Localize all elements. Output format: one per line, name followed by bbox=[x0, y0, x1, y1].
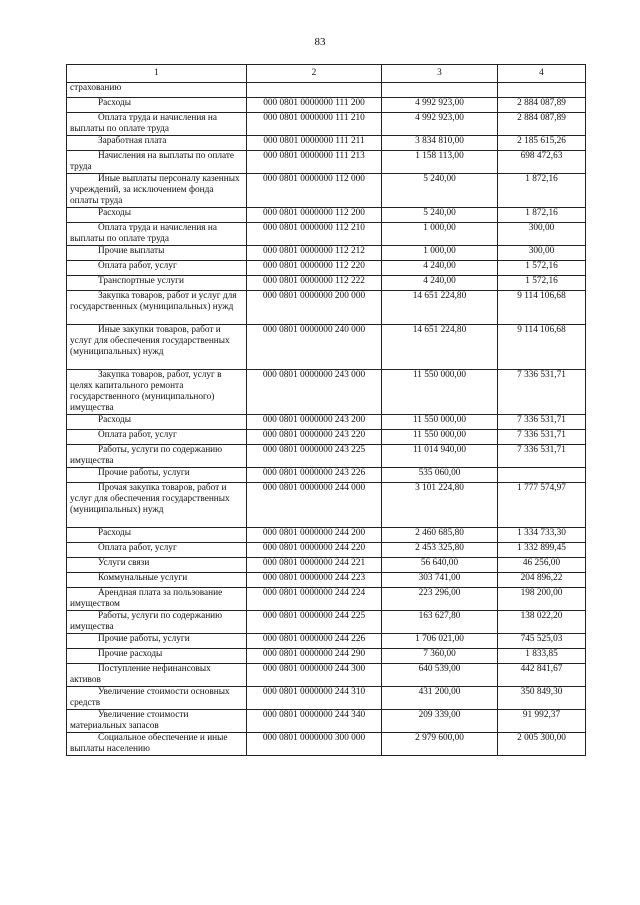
row-actual-amount-cell bbox=[498, 634, 586, 649]
cell-text: 1 000,00 bbox=[423, 223, 456, 233]
table-row bbox=[67, 370, 586, 415]
cell-text: 000 0801 0000000 300 000 bbox=[262, 733, 366, 743]
cell-text: 2 460 685,80 bbox=[415, 528, 464, 538]
row-planned-amount-cell bbox=[382, 83, 498, 98]
row-code-cell bbox=[247, 468, 382, 483]
cell-text: Расходы bbox=[98, 415, 131, 425]
row-planned-amount-cell bbox=[382, 687, 498, 710]
row-name-cell bbox=[67, 649, 247, 664]
cell-text: 000 0801 0000000 244 225 bbox=[262, 611, 366, 621]
table-row bbox=[67, 325, 586, 370]
cell-text: Коммунальные услуги bbox=[98, 573, 188, 583]
cell-text: страхованию bbox=[70, 83, 122, 93]
row-name-cell bbox=[67, 483, 247, 528]
row-planned-amount-cell bbox=[382, 430, 498, 445]
cell-text: Расходы bbox=[98, 98, 131, 108]
row-name-cell bbox=[67, 415, 247, 430]
cell-text: 7 336 531,71 bbox=[517, 445, 566, 455]
cell-text: Закупка товаров, работ и услуг для государственных (муниципальных) нужд bbox=[70, 291, 237, 312]
cell-text: 2 884 087,89 bbox=[517, 113, 566, 123]
row-actual-amount-cell bbox=[498, 445, 586, 468]
row-actual-amount-cell bbox=[498, 430, 586, 445]
budget-table bbox=[66, 64, 586, 756]
row-actual-amount-cell bbox=[498, 710, 586, 733]
row-planned-amount-cell bbox=[382, 136, 498, 151]
row-planned-amount-cell bbox=[382, 246, 498, 261]
row-planned-amount-cell bbox=[382, 261, 498, 276]
row-code-cell bbox=[247, 325, 382, 370]
row-name-cell bbox=[67, 634, 247, 649]
cell-text: 1 872,16 bbox=[525, 174, 558, 184]
cell-text: Оплата работ, услуг bbox=[98, 261, 177, 271]
cell-text: 2 979 600,00 bbox=[415, 733, 464, 743]
cell-text: 1 572,16 bbox=[525, 261, 558, 271]
cell-text: 000 0801 0000000 244 000 bbox=[262, 483, 366, 493]
row-planned-amount-cell bbox=[382, 113, 498, 136]
row-planned-amount-cell bbox=[382, 528, 498, 543]
table-row bbox=[67, 98, 586, 113]
row-name-cell bbox=[67, 174, 247, 208]
row-name-cell bbox=[67, 710, 247, 733]
cell-text: 204 896,22 bbox=[520, 573, 563, 583]
cell-text: 223 296,00 bbox=[418, 588, 461, 598]
row-name-cell bbox=[67, 113, 247, 136]
row-planned-amount-cell bbox=[382, 664, 498, 687]
cell-text: Оплата работ, услуг bbox=[98, 543, 177, 553]
cell-text: 9 114 106,68 bbox=[517, 325, 566, 335]
cell-text: 163 627,80 bbox=[418, 611, 461, 621]
cell-text: 535 060,00 bbox=[418, 468, 461, 478]
row-name-cell bbox=[67, 223, 247, 246]
table-row bbox=[67, 687, 586, 710]
cell-text: 1 572,16 bbox=[525, 276, 558, 286]
cell-text: 300,00 bbox=[528, 223, 555, 233]
cell-text: Прочая закупка товаров, работ и услуг для обеспечения государственных (муниципальных) нужд bbox=[70, 483, 230, 515]
table-row bbox=[67, 634, 586, 649]
table-body bbox=[67, 83, 586, 756]
row-planned-amount-cell bbox=[382, 483, 498, 528]
row-actual-amount-cell bbox=[498, 543, 586, 558]
cell-text: 1 706 021,00 bbox=[415, 634, 464, 644]
table-row bbox=[67, 588, 586, 611]
cell-text: Увеличение стоимости основных средств bbox=[70, 687, 230, 708]
table-row bbox=[67, 611, 586, 634]
row-code-cell bbox=[247, 611, 382, 634]
table-row bbox=[67, 136, 586, 151]
table-row bbox=[67, 276, 586, 291]
row-code-cell bbox=[247, 291, 382, 325]
row-name-cell bbox=[67, 733, 247, 756]
row-planned-amount-cell bbox=[382, 151, 498, 174]
cell-text: Начисления на выплаты по оплате труда bbox=[70, 151, 235, 172]
table-row bbox=[67, 649, 586, 664]
cell-text: 1 334 733,30 bbox=[517, 528, 566, 538]
row-code-cell bbox=[247, 558, 382, 573]
row-actual-amount-cell bbox=[498, 483, 586, 528]
cell-text: 000 0801 0000000 244 224 bbox=[262, 588, 366, 598]
cell-text: 11 550 000,00 bbox=[412, 415, 467, 425]
table-row bbox=[67, 208, 586, 223]
row-code-cell bbox=[247, 276, 382, 291]
cell-text: 7 336 531,71 bbox=[517, 430, 566, 440]
row-actual-amount-cell bbox=[498, 687, 586, 710]
row-planned-amount-cell bbox=[382, 588, 498, 611]
cell-text: 303 741,00 bbox=[418, 573, 461, 583]
cell-text: Увеличение стоимости материальных запасов bbox=[70, 710, 189, 731]
row-actual-amount-cell bbox=[498, 468, 586, 483]
cell-text: 000 0801 0000000 112 222 bbox=[263, 276, 365, 286]
cell-text: Прочие работы, услуги bbox=[98, 468, 190, 478]
table-row bbox=[67, 151, 586, 174]
table-row bbox=[67, 415, 586, 430]
cell-text: 4 240,00 bbox=[423, 276, 456, 286]
cell-text: 14 651 224,80 bbox=[412, 291, 467, 301]
cell-text: 11 550 000,00 bbox=[412, 430, 467, 440]
cell-text: 698 472,63 bbox=[520, 151, 563, 161]
row-code-cell bbox=[247, 687, 382, 710]
row-planned-amount-cell bbox=[382, 276, 498, 291]
cell-text: Иные выплаты персоналу казенных учреждений, за исключением фонда оплаты труда bbox=[70, 174, 240, 206]
table-row bbox=[67, 223, 586, 246]
cell-text: 000 0801 0000000 244 220 bbox=[262, 543, 366, 553]
page-number: 83 bbox=[314, 36, 326, 48]
cell-text: 745 525,03 bbox=[520, 634, 563, 644]
column-header-2: 2 bbox=[247, 65, 382, 83]
table-row bbox=[67, 445, 586, 468]
cell-text: 209 339,00 bbox=[418, 710, 461, 720]
column-header-1: 1 bbox=[67, 65, 247, 83]
cell-text: 11 550 000,00 bbox=[412, 370, 467, 380]
row-code-cell bbox=[247, 174, 382, 208]
row-name-cell bbox=[67, 445, 247, 468]
row-planned-amount-cell bbox=[382, 573, 498, 588]
row-code-cell bbox=[247, 710, 382, 733]
row-planned-amount-cell bbox=[382, 649, 498, 664]
row-code-cell bbox=[247, 136, 382, 151]
cell-text: 000 0801 0000000 112 210 bbox=[263, 223, 365, 233]
cell-text: 000 0801 0000000 244 340 bbox=[262, 710, 366, 720]
cell-text: 000 0801 0000000 244 223 bbox=[262, 573, 366, 583]
cell-text: 000 0801 0000000 244 290 bbox=[262, 649, 366, 659]
row-code-cell bbox=[247, 261, 382, 276]
row-code-cell bbox=[247, 445, 382, 468]
cell-text: 2 453 325,80 bbox=[415, 543, 464, 553]
cell-text: 4 992 923,00 bbox=[415, 98, 464, 108]
row-planned-amount-cell bbox=[382, 98, 498, 113]
row-name-cell bbox=[67, 558, 247, 573]
table-row bbox=[67, 543, 586, 558]
cell-text: 91 992,37 bbox=[522, 710, 561, 720]
cell-text: 1 332 899,45 bbox=[517, 543, 566, 553]
cell-text: Расходы bbox=[98, 528, 131, 538]
cell-text: 46 256,00 bbox=[522, 558, 561, 568]
row-code-cell bbox=[247, 528, 382, 543]
row-code-cell bbox=[247, 246, 382, 261]
cell-text: 9 114 106,68 bbox=[517, 291, 566, 301]
row-code-cell bbox=[247, 649, 382, 664]
row-name-cell bbox=[67, 573, 247, 588]
cell-text: 4 992 923,00 bbox=[415, 113, 464, 123]
row-planned-amount-cell bbox=[382, 558, 498, 573]
cell-text: 000 0801 0000000 244 221 bbox=[262, 558, 366, 568]
cell-text: Оплата труда и начисления на выплаты по оплате труда bbox=[70, 223, 218, 244]
row-code-cell bbox=[247, 151, 382, 174]
row-actual-amount-cell bbox=[498, 611, 586, 634]
row-name-cell bbox=[67, 208, 247, 223]
row-planned-amount-cell bbox=[382, 370, 498, 415]
row-code-cell bbox=[247, 430, 382, 445]
row-code-cell bbox=[247, 573, 382, 588]
cell-text: 640 539,00 bbox=[418, 664, 461, 674]
cell-text: 000 0801 0000000 243 000 bbox=[262, 370, 366, 380]
column-header-4: 4 bbox=[498, 65, 586, 83]
row-actual-amount-cell bbox=[498, 223, 586, 246]
row-actual-amount-cell bbox=[498, 325, 586, 370]
row-planned-amount-cell bbox=[382, 208, 498, 223]
cell-text: 4 240,00 bbox=[423, 261, 456, 271]
row-code-cell bbox=[247, 208, 382, 223]
cell-text: 000 0801 0000000 111 200 bbox=[263, 98, 365, 108]
cell-text: 5 240,00 bbox=[423, 174, 456, 184]
table-row bbox=[67, 430, 586, 445]
cell-text: Прочие работы, услуги bbox=[98, 634, 190, 644]
cell-text: 11 014 940,00 bbox=[412, 445, 467, 455]
cell-text: 000 0801 0000000 112 200 bbox=[263, 208, 365, 218]
cell-text: Оплата труда и начисления на выплаты по оплате труда bbox=[70, 113, 218, 134]
row-actual-amount-cell bbox=[498, 174, 586, 208]
cell-text: 1 872,16 bbox=[525, 208, 558, 218]
table-row bbox=[67, 468, 586, 483]
cell-text: 000 0801 0000000 243 220 bbox=[262, 430, 366, 440]
cell-text: Прочие выплаты bbox=[98, 246, 165, 256]
row-name-cell bbox=[67, 528, 247, 543]
row-planned-amount-cell bbox=[382, 174, 498, 208]
cell-text: Оплата работ, услуг bbox=[98, 430, 177, 440]
cell-text: 1 833,85 bbox=[525, 649, 558, 659]
row-actual-amount-cell bbox=[498, 83, 586, 98]
cell-text: Прочие расходы bbox=[98, 649, 163, 659]
row-name-cell bbox=[67, 246, 247, 261]
table-row bbox=[67, 573, 586, 588]
cell-text: 1 777 574,97 bbox=[517, 483, 566, 493]
table-row bbox=[67, 664, 586, 687]
cell-text: 000 0801 0000000 244 226 bbox=[262, 634, 366, 644]
row-planned-amount-cell bbox=[382, 445, 498, 468]
row-actual-amount-cell bbox=[498, 588, 586, 611]
cell-text: 000 0801 0000000 111 210 bbox=[263, 113, 365, 123]
row-actual-amount-cell bbox=[498, 113, 586, 136]
row-actual-amount-cell bbox=[498, 136, 586, 151]
row-actual-amount-cell bbox=[498, 276, 586, 291]
cell-text: 000 0801 0000000 243 200 bbox=[262, 415, 366, 425]
cell-text: 7 336 531,71 bbox=[517, 415, 566, 425]
table-row bbox=[67, 83, 586, 98]
row-code-cell bbox=[247, 83, 382, 98]
row-planned-amount-cell bbox=[382, 415, 498, 430]
cell-text: 000 0801 0000000 112 000 bbox=[263, 174, 365, 184]
row-name-cell bbox=[67, 83, 247, 98]
cell-text: 442 841,67 bbox=[520, 664, 563, 674]
row-name-cell bbox=[67, 136, 247, 151]
row-planned-amount-cell bbox=[382, 611, 498, 634]
table-row bbox=[67, 246, 586, 261]
cell-text: 7 360,00 bbox=[423, 649, 456, 659]
table-row bbox=[67, 528, 586, 543]
cell-text: 138 022,20 bbox=[520, 611, 563, 621]
row-actual-amount-cell bbox=[498, 261, 586, 276]
column-header-3: 3 bbox=[382, 65, 498, 83]
row-actual-amount-cell bbox=[498, 246, 586, 261]
row-name-cell bbox=[67, 468, 247, 483]
row-actual-amount-cell bbox=[498, 733, 586, 756]
row-code-cell bbox=[247, 113, 382, 136]
cell-text: 1 000,00 bbox=[423, 246, 456, 256]
row-actual-amount-cell bbox=[498, 291, 586, 325]
cell-text: 000 0801 0000000 112 220 bbox=[263, 261, 365, 271]
row-name-cell bbox=[67, 543, 247, 558]
cell-text: 431 200,00 bbox=[418, 687, 461, 697]
row-planned-amount-cell bbox=[382, 634, 498, 649]
cell-text: Заработная плата bbox=[98, 136, 167, 146]
cell-text: Арендная плата за пользование имуществом bbox=[70, 588, 223, 609]
cell-text: 198 200,00 bbox=[520, 588, 563, 598]
cell-text: 350 849,30 bbox=[520, 687, 563, 697]
row-name-cell bbox=[67, 687, 247, 710]
cell-text: 000 0801 0000000 200 000 bbox=[262, 291, 366, 301]
table-row bbox=[67, 710, 586, 733]
cell-text: 300,00 bbox=[528, 246, 555, 256]
row-planned-amount-cell bbox=[382, 543, 498, 558]
row-code-cell bbox=[247, 543, 382, 558]
row-name-cell bbox=[67, 588, 247, 611]
table-row bbox=[67, 558, 586, 573]
table-row bbox=[67, 113, 586, 136]
cell-text: 2 884 087,89 bbox=[517, 98, 566, 108]
cell-text: Иные закупки товаров, работ и услуг для обеспечения государственных (муниципальных) нужд bbox=[70, 325, 230, 357]
row-actual-amount-cell bbox=[498, 649, 586, 664]
cell-text: 7 336 531,71 bbox=[517, 370, 566, 380]
cell-text: 3 101 224,80 bbox=[415, 483, 464, 493]
cell-text: Транспортные услуги bbox=[98, 276, 184, 286]
cell-text: 56 640,00 bbox=[420, 558, 459, 568]
cell-text: 2 005 300,00 bbox=[517, 733, 566, 743]
table-row bbox=[67, 483, 586, 528]
cell-text: 2 185 615,26 bbox=[517, 136, 566, 146]
table-header-row bbox=[67, 65, 586, 83]
row-actual-amount-cell bbox=[498, 415, 586, 430]
cell-text: Поступление нефинансовых активов bbox=[70, 664, 211, 685]
table-row bbox=[67, 733, 586, 756]
row-code-cell bbox=[247, 588, 382, 611]
row-code-cell bbox=[247, 415, 382, 430]
row-code-cell bbox=[247, 483, 382, 528]
row-code-cell bbox=[247, 98, 382, 113]
cell-text: 1 158 113,00 bbox=[415, 151, 464, 161]
cell-text: Расходы bbox=[98, 208, 131, 218]
cell-text: 000 0801 0000000 243 226 bbox=[262, 468, 366, 478]
cell-text: 14 651 224,80 bbox=[412, 325, 467, 335]
cell-text: Социальное обеспечение и иные выплаты населению bbox=[70, 733, 228, 754]
row-code-cell bbox=[247, 733, 382, 756]
cell-text: 5 240,00 bbox=[423, 208, 456, 218]
row-name-cell bbox=[67, 611, 247, 634]
cell-text: 3 834 810,00 bbox=[415, 136, 464, 146]
row-planned-amount-cell bbox=[382, 733, 498, 756]
row-name-cell bbox=[67, 98, 247, 113]
cell-text: 000 0801 0000000 243 225 bbox=[262, 445, 366, 455]
cell-text: 000 0801 0000000 111 211 bbox=[263, 136, 365, 146]
row-actual-amount-cell bbox=[498, 558, 586, 573]
row-actual-amount-cell bbox=[498, 208, 586, 223]
row-name-cell bbox=[67, 370, 247, 415]
cell-text: Закупка товаров, работ, услуг в целях капитального ремонта государственного (муниципального) имущества bbox=[70, 370, 222, 413]
row-planned-amount-cell bbox=[382, 325, 498, 370]
cell-text: Работы, услуги по содержанию имущества bbox=[70, 611, 223, 632]
row-actual-amount-cell bbox=[498, 528, 586, 543]
row-name-cell bbox=[67, 325, 247, 370]
cell-text: Услуги связи bbox=[98, 558, 150, 568]
row-code-cell bbox=[247, 223, 382, 246]
row-name-cell bbox=[67, 664, 247, 687]
row-name-cell bbox=[67, 261, 247, 276]
row-name-cell bbox=[67, 276, 247, 291]
cell-text: 000 0801 0000000 244 300 bbox=[262, 664, 366, 674]
row-name-cell bbox=[67, 291, 247, 325]
cell-text: 000 0801 0000000 244 310 bbox=[262, 687, 366, 697]
row-code-cell bbox=[247, 370, 382, 415]
cell-text: 000 0801 0000000 111 213 bbox=[263, 151, 365, 161]
cell-text: 000 0801 0000000 112 212 bbox=[263, 246, 365, 256]
table-row bbox=[67, 174, 586, 208]
row-planned-amount-cell bbox=[382, 291, 498, 325]
cell-text: 000 0801 0000000 240 000 bbox=[262, 325, 366, 335]
row-code-cell bbox=[247, 664, 382, 687]
cell-text: 000 0801 0000000 244 200 bbox=[262, 528, 366, 538]
row-name-cell bbox=[67, 430, 247, 445]
row-actual-amount-cell bbox=[498, 98, 586, 113]
cell-text: Работы, услуги по содержанию имущества bbox=[70, 445, 223, 466]
table-row bbox=[67, 291, 586, 325]
row-name-cell bbox=[67, 151, 247, 174]
row-planned-amount-cell bbox=[382, 468, 498, 483]
row-code-cell bbox=[247, 634, 382, 649]
table-row bbox=[67, 261, 586, 276]
row-planned-amount-cell bbox=[382, 710, 498, 733]
row-planned-amount-cell bbox=[382, 223, 498, 246]
row-actual-amount-cell bbox=[498, 151, 586, 174]
row-actual-amount-cell bbox=[498, 370, 586, 415]
row-actual-amount-cell bbox=[498, 664, 586, 687]
row-actual-amount-cell bbox=[498, 573, 586, 588]
